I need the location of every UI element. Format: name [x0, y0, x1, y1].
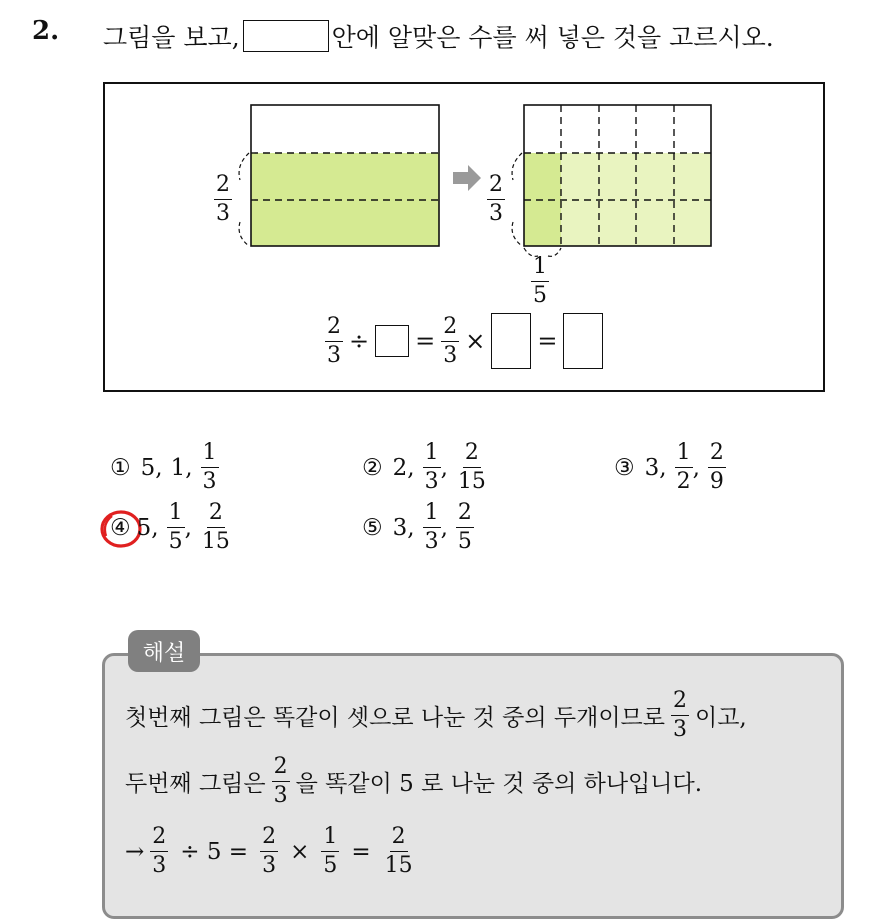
choice-fraction: $\frac{1}{3}$ — [424, 500, 439, 554]
eq-blank-box-1 — [375, 325, 409, 357]
choice-4[interactable]: ④ 5 , $\frac{1}{5}$ , $\frac{2}{15}$ — [110, 500, 230, 554]
choice-5[interactable]: ⑤ 3 , $\frac{1}{3}$ , $\frac{2}{5}$ — [362, 500, 472, 554]
choice-2[interactable]: ② 2 , $\frac{1}{3}$ , $\frac{2}{15}$ — [362, 440, 486, 494]
choice-3[interactable]: ③ 3 , $\frac{1}{2}$ , $\frac{2}{9}$ — [614, 440, 724, 494]
explanation-line-2: 두번째 그림은 $\frac{2}{3}$ 을 똑같이 5 로 나눈 것 중의 하나입니다. — [125, 754, 703, 808]
eq-equals-1: = — [415, 327, 436, 355]
arrow-right-icon: → — [125, 838, 145, 865]
choice-fraction: $\frac{1}{3}$ — [424, 440, 439, 494]
eq-fraction-2: $\frac{2}{3}$ — [443, 313, 458, 368]
explanation-tag: 해설 — [128, 630, 200, 672]
arrow-icon — [453, 165, 481, 191]
bottom-fraction-label: $\frac{1}{5}$ — [533, 254, 547, 308]
question-text-before: 그림을 보고, — [103, 23, 240, 52]
eq-blank-box-3 — [563, 313, 603, 369]
explanation-fraction: $\frac{2}{3}$ — [152, 824, 167, 878]
explanation-fraction: $\frac{2}{3}$ — [262, 824, 277, 878]
choice-fraction: $\frac{1}{3}$ — [202, 440, 217, 494]
choice-mark: ① — [110, 454, 131, 481]
eq-blank-box-2 — [491, 313, 531, 369]
choice-fraction: $\frac{1}{2}$ — [676, 440, 691, 494]
choice-fraction: $\frac{2}{15}$ — [201, 500, 230, 554]
right-brace — [512, 153, 522, 246]
eq-times-sign: × — [465, 327, 486, 355]
right-fraction-label: $\frac{2}{3}$ — [489, 172, 503, 226]
explanation-line-1: 첫번째 그림은 똑같이 셋으로 나눈 것 중의 두개이므로 $\frac{2}{3}$ 이고, — [125, 688, 747, 742]
question-number: 2. — [32, 16, 60, 46]
choice-fraction: $\frac{2}{5}$ — [457, 500, 472, 554]
explanation-fraction: $\frac{2}{15}$ — [384, 824, 413, 878]
eq-fraction-1: $\frac{2}{3}$ — [327, 313, 341, 368]
choice-mark: ② — [362, 454, 383, 481]
question-text-after: 안에 알맞은 수를 써 넣은 것을 고르시오. — [331, 23, 774, 52]
choice-mark: ⑤ — [362, 514, 383, 541]
choice-fraction: $\frac{2}{15}$ — [457, 440, 486, 494]
choice-fraction: $\frac{1}{5}$ — [168, 500, 183, 554]
left-brace — [239, 153, 249, 246]
choice-1[interactable]: ① 5 , 1 , $\frac{1}{3}$ — [110, 440, 217, 494]
left-fraction-label: $\frac{2}{3}$ — [216, 172, 230, 226]
explanation-fraction: $\frac{2}{3}$ — [672, 688, 687, 742]
choice-mark: ④ — [110, 514, 131, 541]
eq-equals-2: = — [537, 327, 558, 355]
explanation-fraction: $\frac{2}{3}$ — [273, 754, 288, 808]
choice-mark: ③ — [614, 454, 635, 481]
explanation-fraction: $\frac{1}{5}$ — [323, 824, 338, 878]
eq-div-sign: ÷ — [349, 327, 370, 355]
explanation-line-3: → $\frac{2}{3}$ ÷ 5 = $\frac{2}{3}$ × $\frac{1}{5}$ = $\frac{2}{15}$ — [125, 824, 413, 878]
figure-equation — [325, 313, 603, 369]
choice-fraction: $\frac{2}{9}$ — [709, 440, 724, 494]
